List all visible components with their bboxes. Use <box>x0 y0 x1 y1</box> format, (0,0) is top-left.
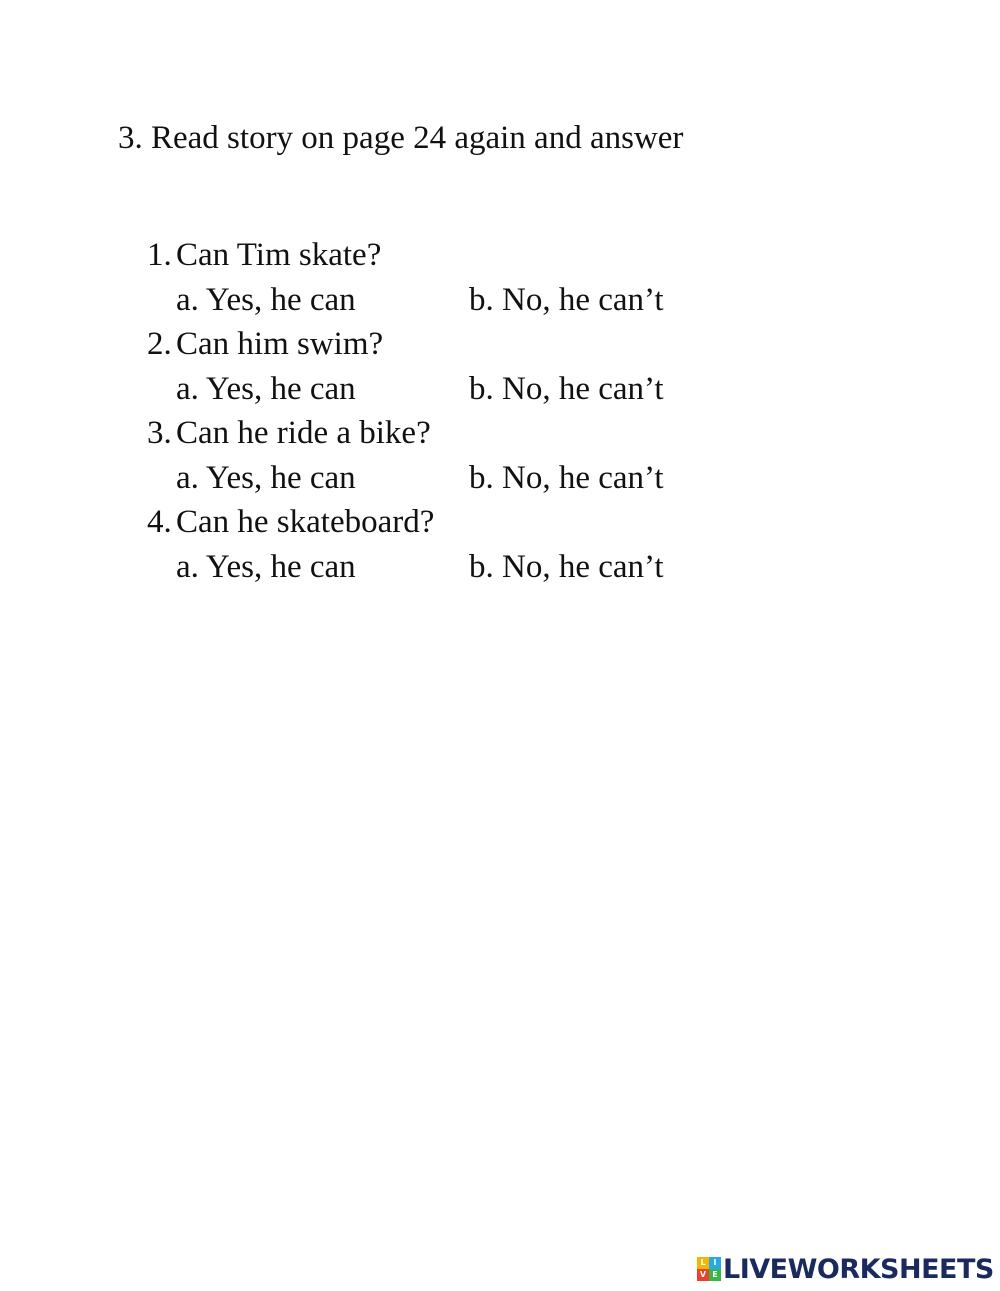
answer-option-a[interactable]: a. Yes, he can <box>176 460 356 496</box>
question-number: 1. <box>147 237 172 273</box>
question-item <box>0 500 1000 589</box>
answer-option-b[interactable]: b. No, he can’t <box>469 460 664 496</box>
logo-tile: E <box>709 1269 721 1281</box>
instruction-heading: 3. Read story on page 24 again and answer <box>118 120 684 156</box>
answer-option-b[interactable]: b. No, he can’t <box>469 371 664 407</box>
question-number: 4. <box>147 504 172 540</box>
logo-tile: L <box>697 1257 709 1269</box>
question-item <box>0 411 1000 500</box>
answer-option-a[interactable]: a. Yes, he can <box>176 549 356 585</box>
question-text: Can he ride a bike? <box>176 415 431 451</box>
answer-option-a[interactable]: a. Yes, he can <box>176 282 356 318</box>
question-text: Can him swim? <box>176 326 384 362</box>
logo-tile: I <box>709 1257 721 1269</box>
question-text: Can Tim skate? <box>176 237 382 273</box>
question-item <box>0 322 1000 411</box>
liveworksheets-logo <box>697 1254 994 1284</box>
question-number: 2. <box>147 326 172 362</box>
question-text: Can he skateboard? <box>176 504 435 540</box>
live-logo-icon <box>697 1257 721 1281</box>
answer-option-b[interactable]: b. No, he can’t <box>469 549 664 585</box>
answer-option-b[interactable]: b. No, he can’t <box>469 282 664 318</box>
question-number: 3. <box>147 415 172 451</box>
logo-tile: V <box>697 1269 709 1281</box>
question-item <box>0 233 1000 322</box>
question-list <box>0 233 1000 589</box>
brand-name: LIVEWORKSHEETS <box>723 1253 994 1285</box>
answer-option-a[interactable]: a. Yes, he can <box>176 371 356 407</box>
